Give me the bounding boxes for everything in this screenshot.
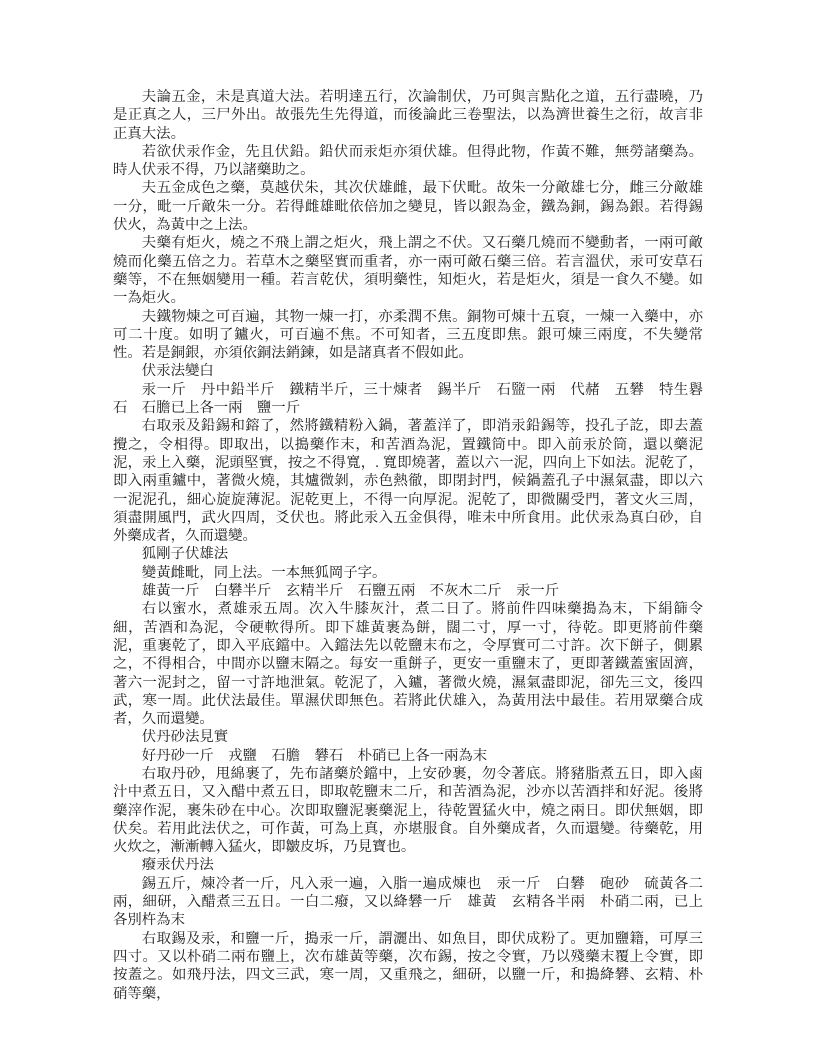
paragraph: 夫藥有炬火，燒之不飛上謂之炬火，飛上謂之不伏。又石藥几燒而不變動者，一兩可敵燒而化藥五倍之力。若草木之藥堅實而重者，亦一兩可敵石藥三倍。若言溫伏，汞可安草石藥等，不在無姻變用一種。若言乾伏，須明藥性，知炬火，若是炬火，須是一食久不變。如一為炬火。 [113,235,703,307]
paragraph: 右取汞及鉛錫和鎔了，然將鐵精粉入鍋，著蓋洋了，即消汞鉛錫等，投孔子訖，即去蓋攪之，令相得。即取出，以搗藥作末，和苦酒為泥，置鐵筒中。即入前汞於筒，還以藥泥泥，汞上入藥，泥頭堅實，按之不得寬，. 寬即燒著，蓋以六一泥，四向上下如法。泥乾了，即入兩重鑪中，著微火燒，其爐微剝，赤色熱徹，即閉封門，候鍋蓋孔子中濕氣盡，即以六一泥泥孔，細心旋旋薄泥。泥乾更上，不得一向厚泥。泥乾了，即微關受門，著文火三周，須盡開風門，武火四周，爻伏也。將此汞入五金俱得，唯未中所食用。此伏汞為真白砂，自外藥成者，久而還變。 [113,418,703,545]
text-block [113,88,703,1003]
paragraph: 汞一斤 丹中鉛半斤 鐵精半斤，三十煉者 錫半斤 石盬一兩 代赭 五礬 特生礜石 石膽已上各一兩 鹽一斤 [113,381,703,417]
paragraph: 夫鐵物煉之可百遍，其物一煉一打，亦柔潤不焦。銅物可煉十五裒，一煉一入藥中，亦可二十度。如明了鑪火，可百遍不焦。不可知者，三五度即焦。銀可煉三兩度，不失變常性。若是銅銀，亦須依銅法銷鍊，如是諸真者不假如此。 [113,308,703,362]
paragraph: 夫論五金，未是真道大法。若明達五行，次論制伏，乃可與言點化之道，五行盡曉，乃是正真之人，三尸外出。故張先生先得道，而後論此三卷聖法，以為濟世養生之衍，故言非正真大法。 [113,89,703,142]
paragraph: 若欲伏汞作金，先且伏鉛。鉛伏而汞炬亦須伏雄。但得此物，作黃不難，無勞諸藥為。時人伏汞不得，乃以諸藥助之。 [113,143,703,179]
paragraph: 雄黃一斤 白礬半斤 玄精半斤 石鹽五兩 不灰木二斤 汞一斤 [141,583,560,600]
section-heading: 伏汞法變白 [141,363,214,380]
paragraph: 錫五斤，煉冷者一斤，凡入汞一遍，入脂一遍成煉也 汞一斤 白礬 砲砂 硫黃各二兩，細研，入醋煮三五日。一白二癈，又以絳礬一斤 雄黃 玄精各半兩 朴硝二兩，已上各別杵為末 [113,875,703,929]
section-heading: 狐剛子伏雄法 [141,546,229,563]
paragraph: 好丹砂一斤 戎鹽 石膽 礬石 朴硝已上各一兩為末 [141,747,488,764]
section-heading: 伏丹砂法見實 [141,729,229,746]
paragraph: 變黃雌毗，同上法。一本無狐岡子字。 [141,564,387,581]
paragraph: 右以蜜水，煮雄汞五周。次入牛膝灰汁，煮二日了。將前件四味藥搗為末，下絹篩令細，苦酒和為泥，令硬軟得所。即下雄黃裹為餅，闊二寸，厚一寸，待乾。即更將前件藥泥，重裹乾了，即入平底鐺中。入鐺法先以乾鹽末布之，令厚實可二寸許。次下餅子，側累之，不得相合，中間亦以鹽末隔之。每安一重餅子，更安一重鹽末了，更即著鐵蓋蜜固濟，著六一泥封之，留一寸許地泄氣。乾泥了，入鑪，著微火燒，濕氣盡即泥，卻先三文，後四武，寒一周。此伏法最佳。單濕伏即無色。若將此伏雄入，為黃用法中最佳。若用眾藥合成者，久而還變。 [113,601,703,728]
paragraph: 右取丹砂，甩綿裹了，先布諸藥於鐺中，上安砂裹，勿令著底。將豬脂煮五日，即入鹵汁中煮五日，又入醋中煮五日，即取乾鹽末二斤，和苦酒為泥，沙亦以苦酒拌和好泥。後將藥滓作泥，裹朱砂在中心。次即取鹽泥裹藥泥上，待乾置猛火中，燒之兩日。即伏無姻，即伏矣。若用此法伏之，可作黃，可為上真，亦堪服食。自外藥成者，久而還變。待藥乾，用火炊之，漸漸轉入猛火，即皺皮坼，乃見寶也。 [113,765,703,856]
section-heading: 癈汞伏丹法 [141,857,214,874]
paragraph: 右取錫及汞，和鹽一斤，搗汞一斤，謂灑出、如魚目，即伏成粉了。更加鹽籍，可厚三四寸。又以朴硝二兩布鹽上，次布雄黃等藥，次布錫，按之令實，乃以殘藥末覆上令實，即按蓋之。如飛丹法，四文三武，寒一周，又重飛之，細研，以鹽一斤，和搗絳礬、玄精、朴硝等藥， [113,930,703,1002]
paragraph: 夫五金成色之藥，莫越伏朱，其次伏雄雌，最下伏毗。故朱一分敵雄七分，雌三分敵雄一分，毗一斤敵朱一分。若得雌雄毗依倍加之變見，皆以銀為金，鐵為銅，錫為銀。若得錫伏火，為黃中之上法。 [113,180,703,234]
